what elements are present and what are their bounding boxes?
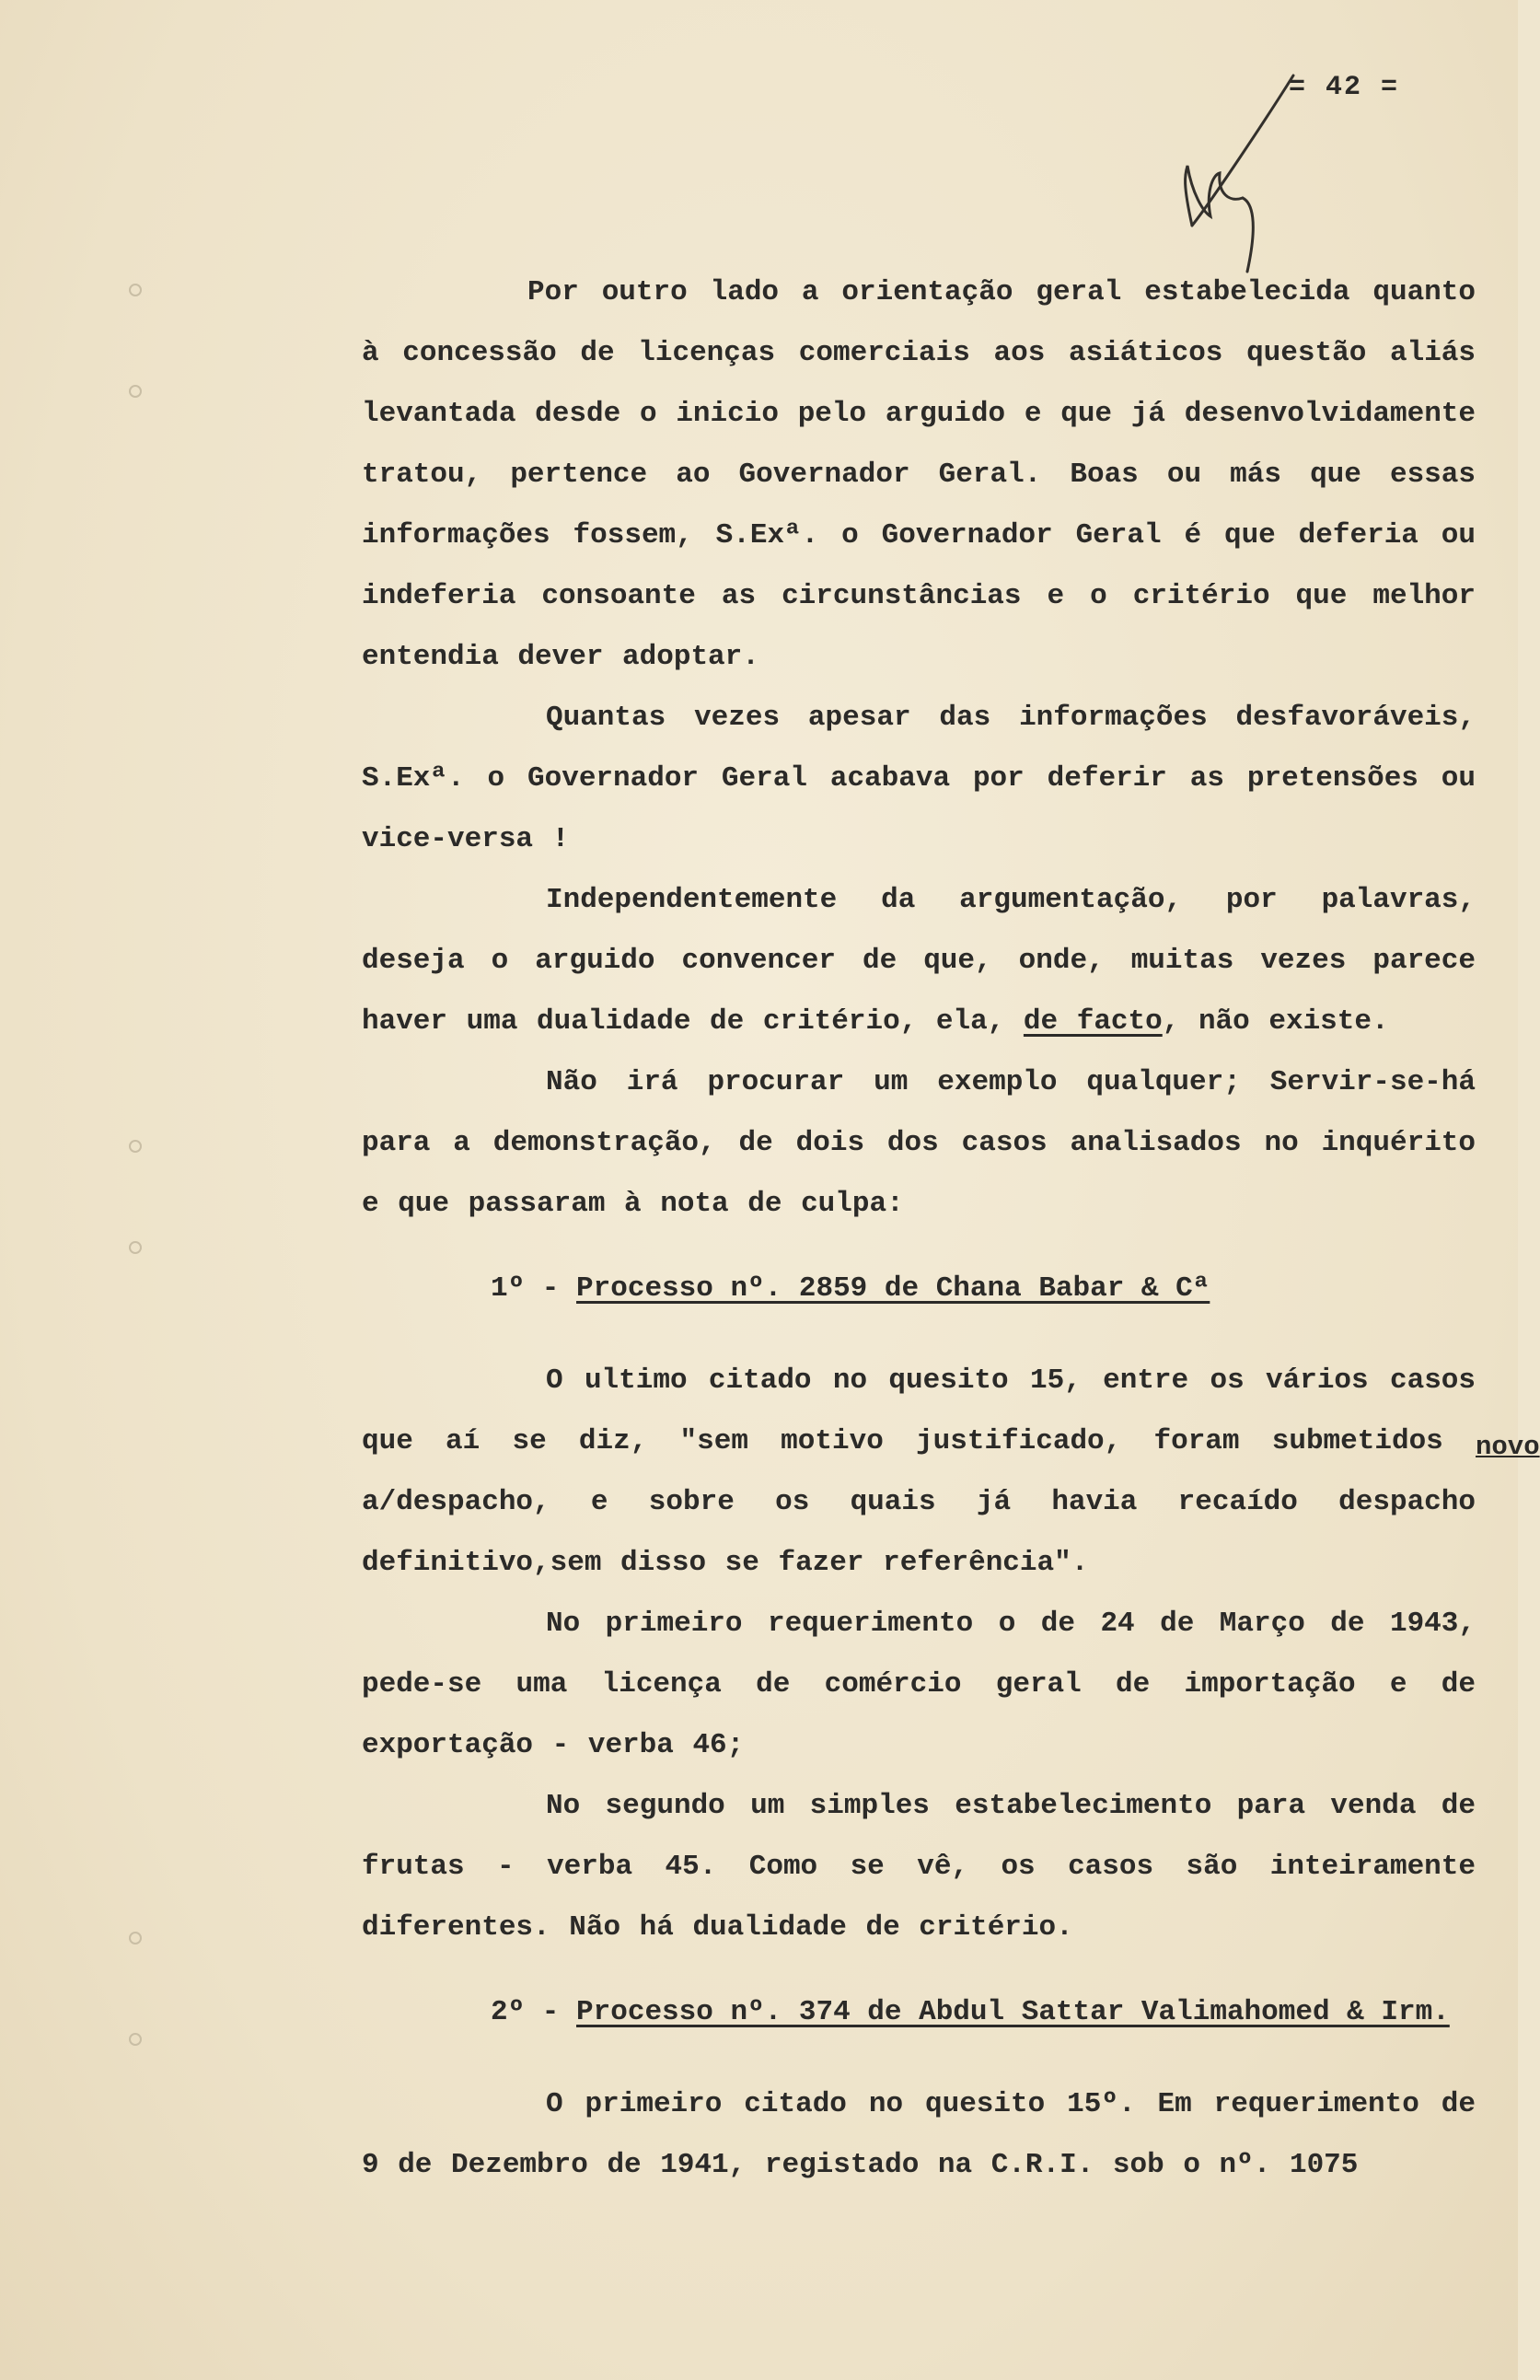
section-heading [362,1259,1476,1319]
binding-hole [129,2033,142,2046]
paragraph [362,1351,1540,1594]
text-run: , não existe. [1162,1005,1389,1038]
inserted-word: novo [1476,1432,1540,1462]
binding-hole [129,284,142,296]
heading-number: 2º - [491,1996,560,2028]
heading-title: Processo nº. 2859 de Chana Babar & Cª [576,1272,1210,1305]
text-run: a/despacho, e sobre os quais já havia recaído despacho definitivo,sem disso se fazer referência". [362,1486,1476,1579]
page-number: = 42 = [1289,72,1400,103]
binding-hole [129,385,142,398]
text-run: Independentemente da argumentação, por palavras, deseja o arguido convencer de que, onde, muitas vezes parece haver uma dualidade de critério, ela, [362,884,1476,1038]
paragraph: Por outro lado a orientação geral estabelecida quanto à concessão de licenças comerciais aos asiáticos questão aliás levantada desde o inicio pelo arguido e que já desenvolvidamente tratou, pertence ao Governador Geral. Boas ou más que essas informações fossem, S.Exª. o Governador Geral é que deferia ou indeferia consoante as circunstâncias e o critério que melhor entendia dever adoptar. [362,276,1476,673]
binding-hole [129,1140,142,1153]
text-run: O ultimo citado no quesito 15, entre os vários casos que aí se diz, "sem motivo justificado, foram submetidos [362,1364,1476,1457]
binding-hole [129,1932,142,1945]
paragraph [362,870,1476,1052]
paragraph: Não irá procurar um exemplo qualquer; Servir-se-há para a demonstração, de dois dos casos analisados no inquérito e que passaram à nota de culpa: [362,1066,1476,1220]
paragraph: No segundo um simples estabelecimento para venda de frutas - verba 45. Como se vê, os casos são inteiramente diferentes. Não há dualidade de critério. [362,1790,1476,1944]
section-heading [362,1982,1476,2043]
paragraph: Quantas vezes apesar das informações desfavoráveis, S.Exª. o Governador Geral acabava por deferir as pretensões ou vice-versa ! [362,702,1476,855]
document-body [362,262,1540,2196]
underlined-text: de facto [1023,1005,1163,1038]
paragraph: No primeiro requerimento o de 24 de Março de 1943, pede-se uma licença de comércio geral de importação e de exportação - verba 46; [362,1608,1476,1761]
heading-title: Processo nº. 374 de Abdul Sattar Valimahomed & Irm. [576,1996,1450,2028]
heading-number: 1º - [491,1272,560,1305]
paragraph: O primeiro citado no quesito 15º. Em requerimento de 9 de Dezembro de 1941, registado na C.R.I. sob o nº. 1075 [362,2088,1476,2181]
handwritten-signature [1155,64,1330,276]
binding-hole [129,1241,142,1254]
